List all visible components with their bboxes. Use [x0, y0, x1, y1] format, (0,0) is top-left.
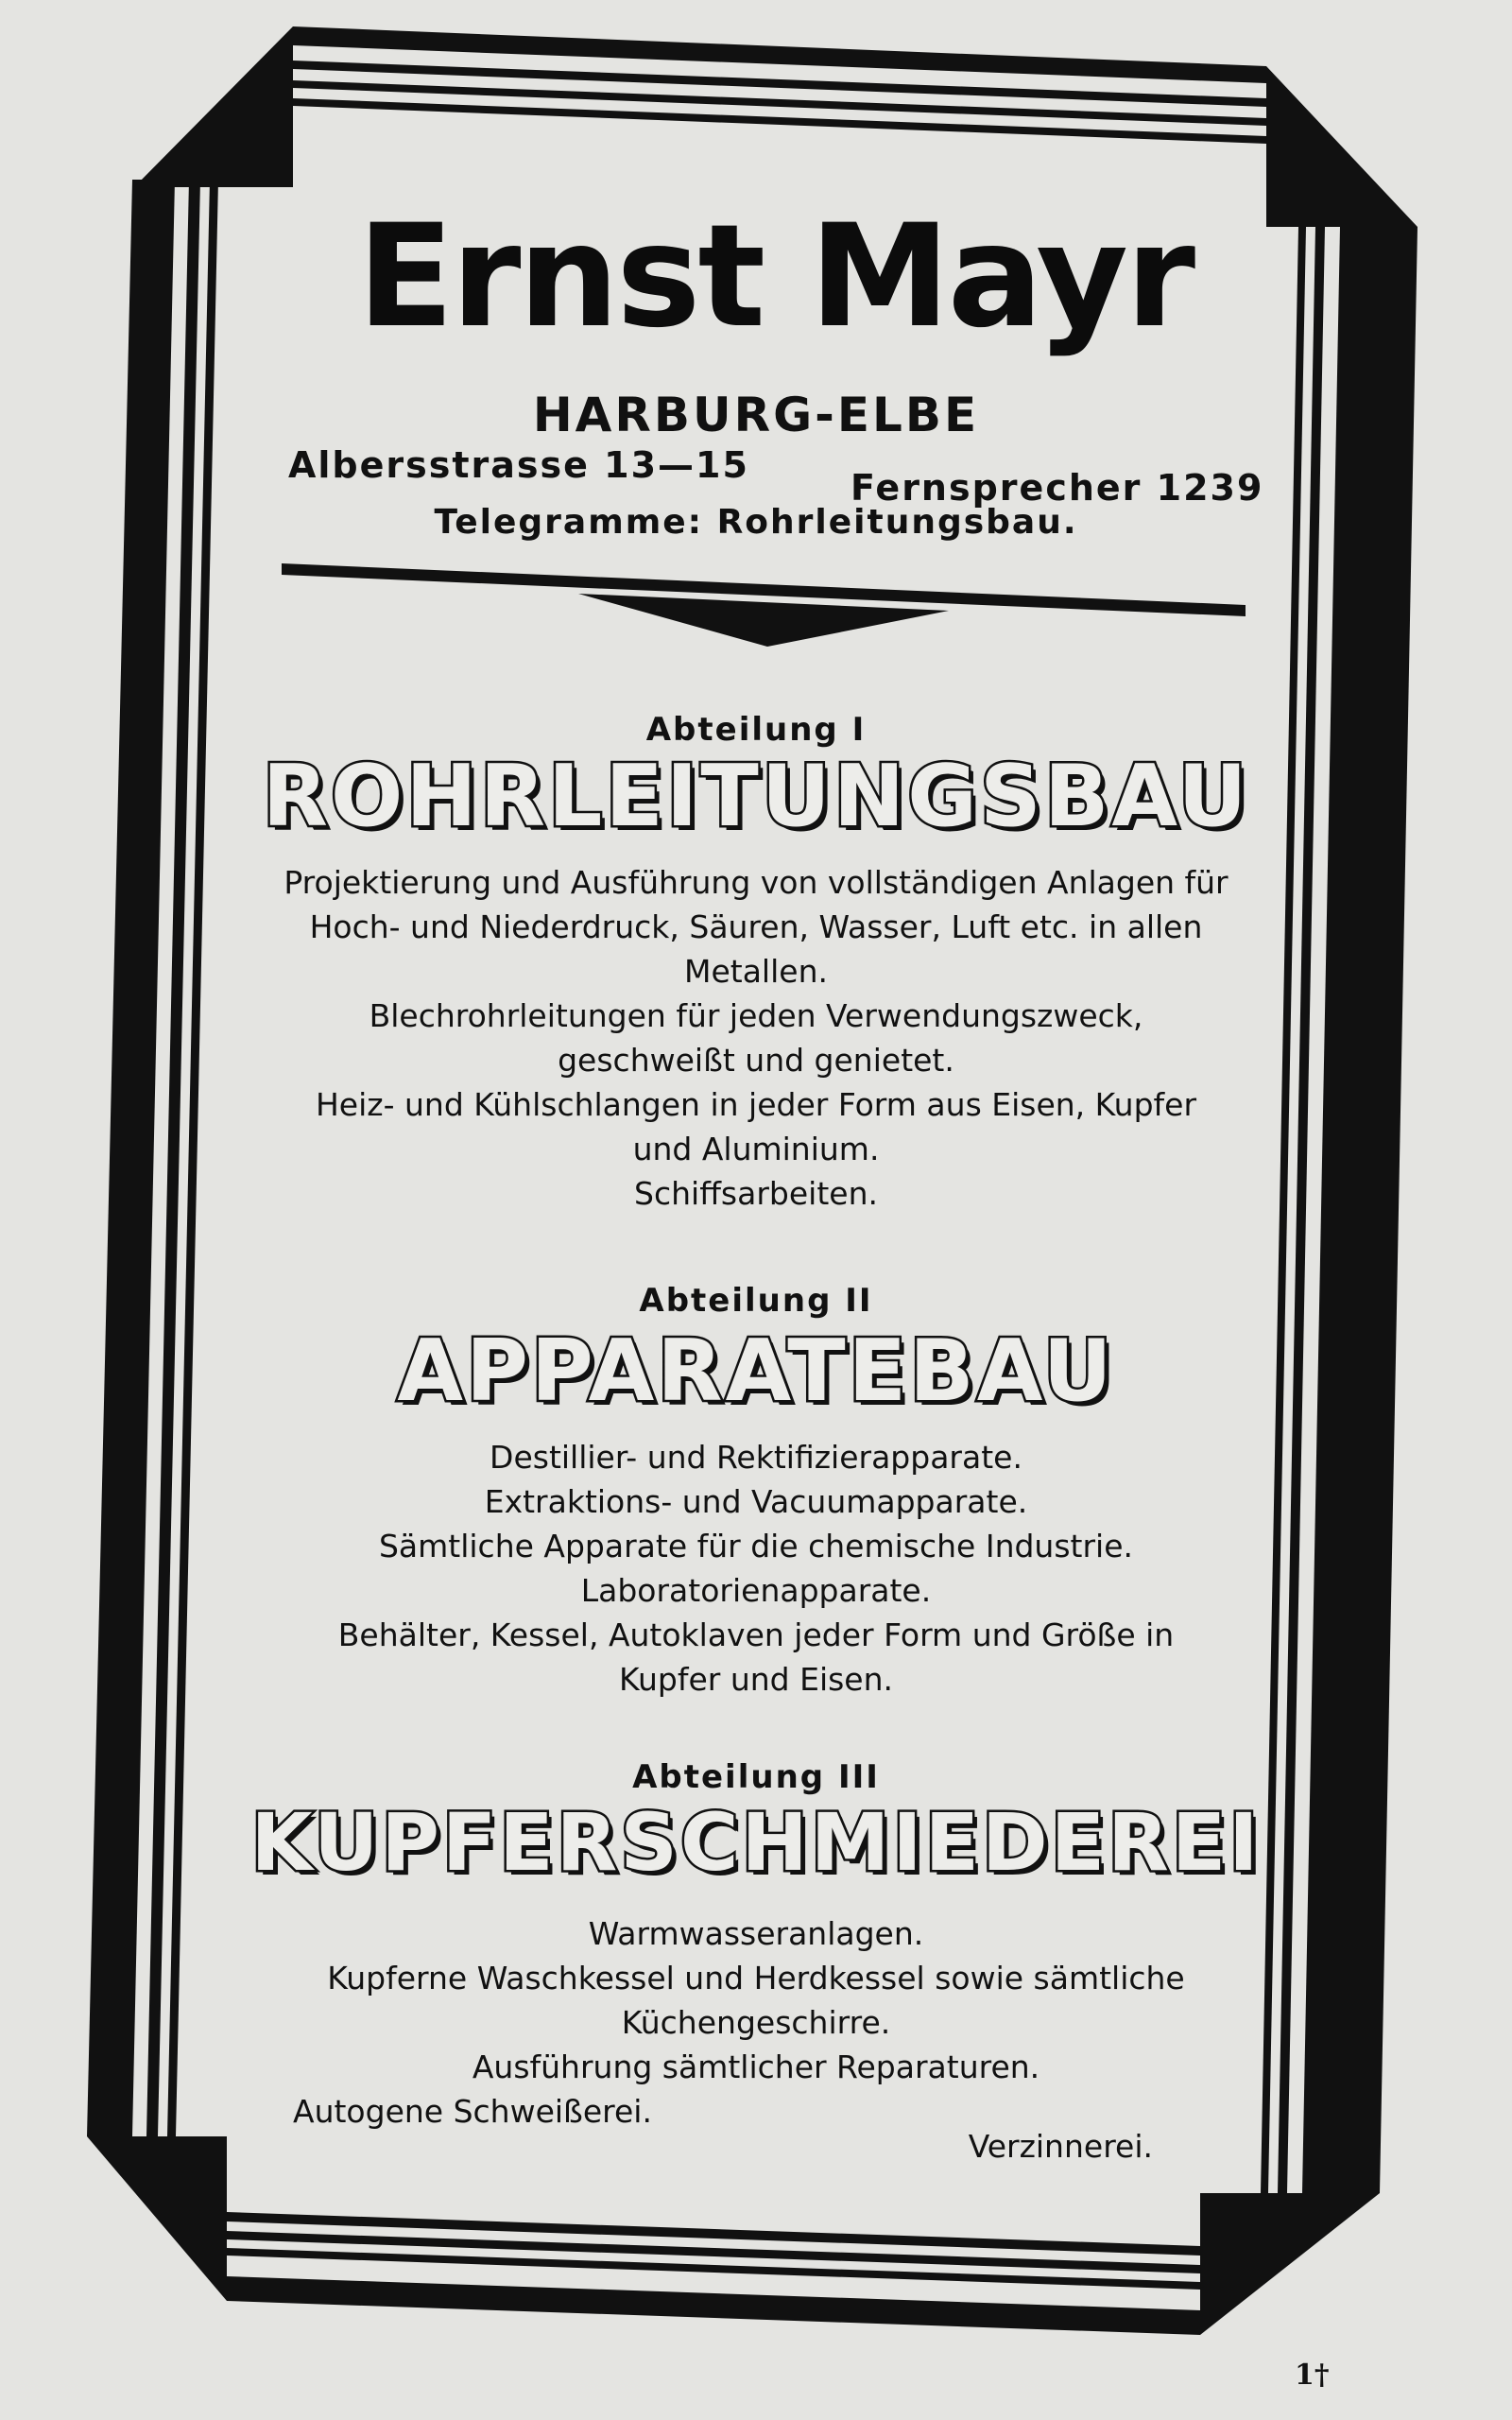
- department-3-line: Verzinnerei.: [968, 2128, 1153, 2165]
- department-2-label: Abteilung II: [639, 1282, 873, 1320]
- street-address: Albersstrasse 13—15: [288, 444, 749, 486]
- department-1-line: Blechrohrleitungen für jeden Verwendungszweck, geschweißt und genietet.: [369, 997, 1143, 1079]
- city-name: HARBURG-ELBE: [532, 388, 980, 442]
- department-2-line: Extraktions- und Vacuumapparate.: [484, 1483, 1028, 1520]
- department-2-title: APPARATEBAU: [397, 1322, 1115, 1421]
- department-2-line: Sämtliche Apparate für die chemische Industrie.: [378, 1528, 1134, 1564]
- department-3-label: Abteilung III: [632, 1758, 880, 1796]
- department-3-line: Warmwasseranlagen.: [588, 1915, 924, 1952]
- department-1-text: [284, 860, 1228, 1216]
- department-2-line: Laboratorienapparate.: [580, 1572, 932, 1609]
- department-3-line: Kupferne Waschkessel und Herdkessel sowie sämtliche Küchengeschirre.: [327, 1960, 1185, 2041]
- phone-number: Fernsprecher 1239: [850, 467, 1264, 509]
- department-3-title: KUPFERSCHMIEDEREI: [250, 1796, 1262, 1889]
- department-2-text: [284, 1435, 1228, 1702]
- department-1-title: ROHRLEITUNGSBAU: [262, 747, 1250, 846]
- department-2-line: Destillier- und Rektifizierapparate.: [490, 1439, 1022, 1476]
- department-3-line: Ausführung sämtlicher Reparaturen.: [472, 2048, 1040, 2085]
- page-footnote: 1†: [1295, 2359, 1330, 2392]
- firm-name: Ernst Mayr: [356, 195, 1194, 359]
- department-1-line: Heiz- und Kühlschlangen in jeder Form aus Eisen, Kupfer und Aluminium.: [315, 1086, 1197, 1167]
- telegram-address: Telegramme: Rohrleitungsbau.: [434, 503, 1078, 542]
- department-1-line: Schiffsarbeiten.: [634, 1175, 878, 1212]
- department-3-line: Autogene Schweißerei.: [293, 2093, 652, 2130]
- department-3-text: [284, 1911, 1228, 2169]
- department-1-label: Abteilung I: [645, 711, 867, 749]
- department-2-line: Behälter, Kessel, Autoklaven jeder Form und Größe in Kupfer und Eisen.: [337, 1616, 1175, 1698]
- department-1-line: Projektierung und Ausführung von vollständigen Anlagen für Hoch- und Niederdruck, Säuren, Wasser, Luft etc. in allen Metallen.: [284, 864, 1228, 990]
